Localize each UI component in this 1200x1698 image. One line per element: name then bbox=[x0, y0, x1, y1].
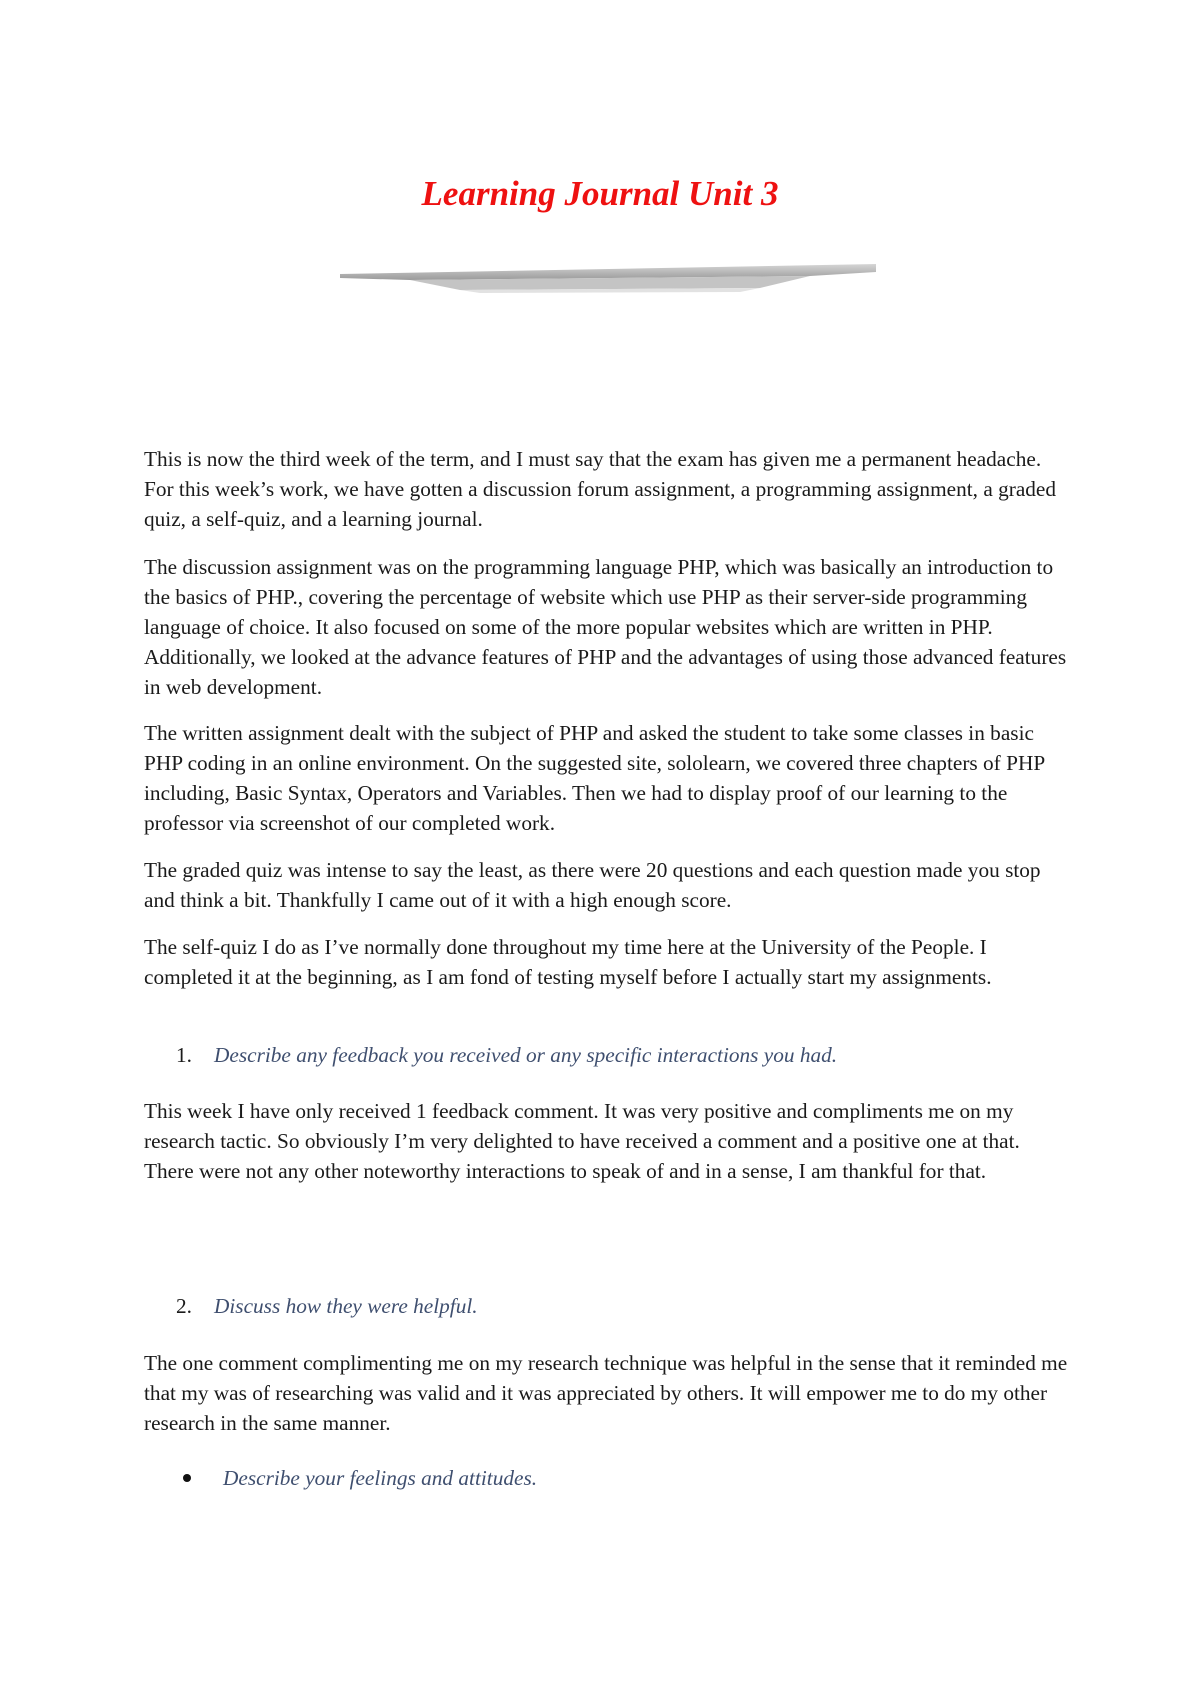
page-title: Learning Journal Unit 3 bbox=[421, 174, 779, 213]
paragraph-intro: This is now the third week of the term, and I must say that the exam has given me a permanent headache. For this week’s work, we have gotten a discussion forum assignment, a programming assignment, a graded quiz, a self-quiz, and a learning journal. bbox=[144, 447, 1057, 531]
bullet-dot-icon bbox=[183, 1474, 191, 1482]
bullet-item bbox=[183, 1463, 537, 1493]
question-2 bbox=[176, 1291, 478, 1321]
question-2-text: Discuss how they were helpful. bbox=[214, 1294, 478, 1318]
question-1 bbox=[176, 1040, 837, 1070]
bullet-item-text: Describe your feelings and attitudes. bbox=[223, 1466, 538, 1490]
decorative-divider bbox=[340, 262, 876, 298]
answer-2: The one comment complimenting me on my research technique was helpful in the sense that it reminded me that my was of researching was valid and it was appreciated by others. It will empower me to do my other research in the same manner. bbox=[144, 1351, 1068, 1435]
paragraph-written-assignment: The written assignment dealt with the subject of PHP and asked the student to take some classes in basic PHP coding in an online environment. On the suggested site, sololearn, we covered three chapters of PHP including, Basic Syntax, Operators and Variables. Then we had to display proof of our learning to the professor via screenshot of our completed work. bbox=[144, 721, 1045, 835]
question-2-number: 2. bbox=[176, 1294, 192, 1318]
paragraph-discussion: The discussion assignment was on the programming language PHP, which was basically an introduction to the basics of PHP., covering the percentage of website which use PHP as their server-side programming language of choice. It also focused on some of the more popular websites which are written in PHP. Additionally, we looked at the advance features of PHP and the advantages of using those advanced features in web development. bbox=[144, 555, 1067, 699]
paragraph-graded-quiz: The graded quiz was intense to say the least, as there were 20 questions and each question made you stop and think a bit. Thankfully I came out of it with a high enough score. bbox=[144, 858, 1041, 912]
answer-1: This week I have only received 1 feedback comment. It was very positive and compliments me on my research tactic. So obviously I’m very delighted to have received a comment and a positive one at that. There were not any other noteworthy interactions to speak of and in a sense, I am thankful for that. bbox=[144, 1099, 1020, 1183]
question-1-number: 1. bbox=[176, 1043, 192, 1067]
paragraph-self-quiz: The self-quiz I do as I’ve normally done throughout my time here at the University of the People. I completed it at the beginning, as I am fond of testing myself before I actually start my assignments. bbox=[144, 935, 992, 989]
question-1-text: Describe any feedback you received or any specific interactions you had. bbox=[214, 1043, 838, 1067]
